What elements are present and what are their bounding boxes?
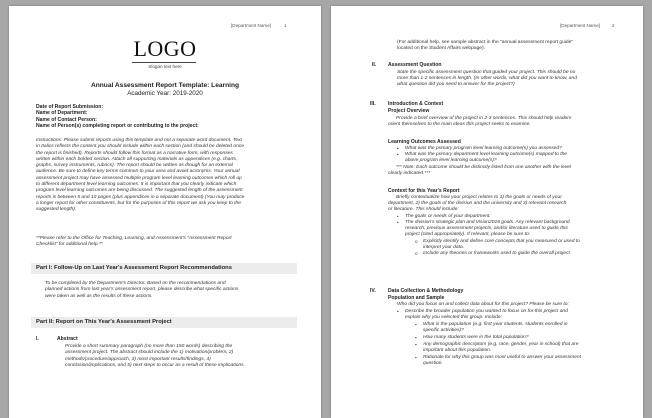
instructions-line: a longer report for other constituents, but for the purposes of this report we ask you keep to the	[36, 200, 241, 206]
part-1-heading: Part I: Follow-Up on Last Year's Assessment Report Recommendations	[31, 263, 297, 274]
field-contact: Name of Contact Person:	[36, 116, 97, 123]
text-line: or literature. This should include:	[388, 207, 459, 213]
academic-year: Academic Year: 2019-2020	[127, 90, 203, 97]
abstract-heading: Abstract	[57, 336, 78, 342]
text-line: Any demographic descriptors (e.g. race, gender, year in school) that are	[423, 342, 579, 347]
population-item	[405, 309, 568, 321]
part-1-line: were taken as well as the results of these actions.	[45, 293, 153, 299]
text-line: project (cited appropriately). If relevant, please be sure to:	[405, 232, 531, 238]
text-line: question.	[423, 361, 443, 367]
instructions-line: program level learning outcomes are being discussed. The suggested length of the assessment	[36, 188, 243, 194]
text-line: What is the population (e.g. first year students, students enrolled in	[423, 322, 568, 327]
instructions-line: Instructions: Please submit reports using this template and not a separate word document. Text	[36, 138, 242, 143]
population-sub-item	[423, 342, 579, 354]
text-line: explain why you selected this group. Include:	[405, 315, 503, 321]
abstract-help-text	[397, 40, 573, 52]
project-overview-text	[388, 116, 571, 128]
sub-bullet: ▪	[415, 335, 417, 340]
abstract-line: assessment project. The abstract should include the 1) motivation/problem, 2)	[65, 350, 234, 356]
sub-bullet: ▪	[415, 322, 417, 327]
sub-bullet: ▪	[415, 355, 417, 360]
bullet: •	[397, 214, 399, 219]
project-overview-heading: Project Overview	[388, 108, 430, 114]
help-line: located on the Student Affairs webpage).	[397, 46, 486, 52]
text-line: department, 2) the goals of the division and the university and 3) relevant research	[388, 201, 567, 207]
learning-outcomes-heading: Learning Outcomes Assessed	[388, 139, 461, 145]
text-line: Rationale for why this group was most useful to answer your assessment	[423, 355, 581, 360]
assessment-question-text	[397, 70, 577, 89]
text-line: *** Note: Each outcome should be distinctly listed from one another with the level	[396, 165, 572, 170]
sub-bullet: ▪	[415, 342, 417, 347]
report-fields	[36, 104, 199, 130]
sub-bullet: o	[415, 239, 418, 244]
instructions-line: to different department level learning outcomes. It is important that you clearly indicate which	[36, 182, 237, 188]
context-sub-item: Include any theories or frameworks used to guide the overall project.	[423, 251, 572, 256]
section-number: I.	[36, 336, 39, 342]
instructions-line: in Italics reflects the content you should include within each section (and should be deleted once	[36, 144, 244, 150]
text-line: The division's strategic plan and Vision2018 goals. Any relevant background	[405, 220, 570, 225]
instructions-line: the report is finished). Reports should follow this format as a narrative form, with responses	[36, 150, 233, 156]
sub-bullet: o	[415, 251, 418, 256]
population-sub-item: How many students were in the total population?	[423, 335, 529, 340]
slogan: Slogan text here	[148, 64, 182, 69]
part-1-line: To be completed by the Department's Director. Based on the recommendations and	[45, 281, 226, 286]
field-department: Name of Department:	[36, 110, 88, 117]
text-line: interpret your data.	[423, 245, 465, 251]
section-number: II.	[372, 62, 377, 68]
page-number: 2	[612, 23, 615, 28]
report-title: Annual Assessment Report Template: Learning	[90, 82, 240, 89]
text-line: more than 1-2 sentences in length. (In other words, what did you want to know, and	[397, 76, 577, 82]
text-line: specific activities)?	[423, 328, 464, 334]
abstract-line: conclusion/implications, and 5) next steps to occur as a result of these implications.	[65, 362, 245, 368]
bullet: •	[397, 220, 399, 225]
data-collection-heading: Data Collection & Methodology	[388, 288, 464, 294]
part-1-text	[45, 281, 293, 300]
part-1-line: planned actions from last year's assessment report, please describe what specific actions	[45, 287, 239, 293]
learning-outcome-item	[405, 152, 567, 164]
instructions-line: written within each bolded section. Attach all supporting materials as appendices (e.g. charts,	[36, 156, 238, 162]
context-item	[405, 220, 570, 239]
part-2-heading: Part II: Report on This Year's Assessment Project	[31, 317, 297, 328]
bullet: •	[397, 146, 399, 151]
section-number: III.	[370, 101, 376, 107]
header-department-name: [Department Name]	[231, 23, 272, 28]
page-number: 1	[284, 23, 287, 28]
instructions-line: reports is between 5 and 10 pages (plus appendices in a separate document) (You may produce	[36, 194, 245, 200]
logo-divider	[132, 62, 196, 63]
logo: LOGO	[133, 36, 197, 61]
learning-outcome-item: What was the primary program level learning outcome(s) you assessed?	[405, 146, 562, 151]
text-line: what question did you need to answer for the project?)	[397, 82, 515, 88]
instructions-paragraph	[36, 138, 290, 214]
checklist-reference	[36, 236, 290, 249]
introduction-heading: Introduction & Context	[388, 101, 444, 107]
bullet: •	[397, 309, 399, 314]
abstract-line: Provide a short summary paragraph (no more than 150 words) describing the	[65, 344, 233, 349]
text-line: research, previous assessment projects, and/or literature used to guide this	[405, 226, 568, 232]
learning-outcomes-note	[388, 165, 571, 177]
instructions-line: graphs, survey instruments, rubrics). The report should be written as though for an external	[36, 163, 233, 169]
text-line: Briefly contextualize how your project relates to 1) the goals or needs of your	[396, 195, 562, 200]
instructions-line: audience. Be sure to define key terms common to your area and avoid acronyms. Your annual	[36, 169, 240, 175]
text-line: What was the primary department level learning outcome(s) mapped to the	[405, 152, 568, 157]
context-text	[388, 195, 566, 214]
reference-line: Checklist" for additional help.**	[36, 242, 103, 248]
text-line: Explicitly identify and define core concepts that you measured or used to	[423, 239, 580, 244]
text-line: Describe the broader population you wanted to focus on for this project and	[405, 309, 568, 314]
context-item: The goals or needs of your department.	[405, 214, 491, 219]
bullet: •	[397, 152, 399, 157]
context-sub-item	[423, 239, 580, 251]
instructions-line: suggested length).	[36, 207, 77, 213]
text-line: above program level learning outcome(s)?	[405, 158, 497, 164]
population-text: Who did you focus on and collect data about for this project? Please be sure to:	[397, 302, 569, 307]
document-page-2	[331, 6, 643, 418]
field-persons: Name of Person(s) completing report or contributing to the project:	[36, 123, 199, 130]
text-line: important about this population.	[423, 348, 492, 354]
abstract-text	[65, 344, 297, 369]
help-line: (For additional help, see sample abstract in the "annual assessment report guide"	[397, 40, 574, 45]
context-heading: Context for this Year's Report	[388, 188, 460, 194]
header-department-name: [Department Name]	[560, 23, 601, 28]
document-page-1	[9, 6, 321, 418]
population-sub-item	[423, 322, 568, 334]
population-heading: Population and Sample	[388, 295, 445, 301]
reference-line: **Please refer to the Office for Teaching, Learning, and Assessment's "Assessment Report	[36, 236, 232, 241]
abstract-line: methods/procedure/approach, 3) most important results/findings, 4)	[65, 356, 211, 362]
assessment-question-heading: Assessment Question	[388, 62, 442, 68]
text-line: Provide a brief overview of the project in 2-3 sentences. This should help readers	[396, 116, 572, 121]
population-sub-item	[423, 355, 581, 367]
text-line: orient themselves to the main ideas this project seeks to examine.	[388, 122, 531, 128]
text-line: State the specific assessment question that guided your project. This should be no	[397, 70, 576, 75]
section-number: IV.	[370, 288, 376, 294]
instructions-line: assessment project may have assessed multiple program level learning outcomes which roll up	[36, 175, 242, 181]
field-date: Date of Report Submission:	[36, 104, 104, 110]
text-line: clearly indicated.***	[388, 171, 431, 177]
